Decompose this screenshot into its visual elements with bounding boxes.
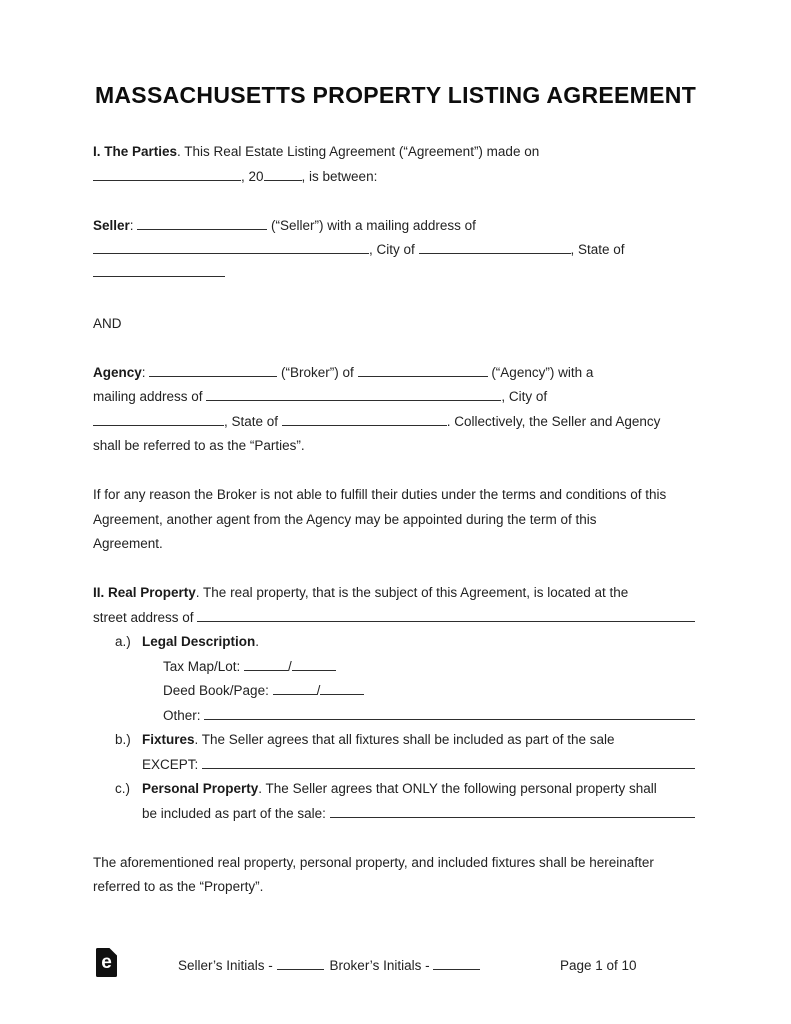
text-line xyxy=(93,532,695,557)
text-line xyxy=(93,238,695,263)
text-run: shall be referred to as the “Parties”. xyxy=(93,438,305,453)
agency-address-blank xyxy=(206,387,501,401)
document-body xyxy=(93,140,695,900)
document-title: MASSACHUSETTS PROPERTY LISTING AGREEMENT xyxy=(94,82,697,108)
text-run: . Collectively, the Seller and Agency xyxy=(446,413,661,429)
agreement-year-blank xyxy=(264,167,302,181)
eforms-logo-letter: e xyxy=(101,952,112,973)
tax-lot-blank xyxy=(292,657,336,671)
bold-text: Legal Description xyxy=(142,634,256,649)
deed-book-blank xyxy=(273,681,317,695)
text-run: Tax Map/Lot: xyxy=(163,658,245,674)
text-run: AND xyxy=(93,315,122,331)
text-run: . This Real Estate Listing Agreement (“Agreement”) made on xyxy=(177,144,540,159)
text-run: . The real property, that is the subject of this Agreement, is located at the xyxy=(195,585,629,600)
list-marker: b.) xyxy=(115,732,131,747)
text-line xyxy=(93,753,695,778)
text-run: , is between: xyxy=(301,168,378,184)
text-run: If for any reason the Broker is not able to fulfill their duties under the terms and conditions of this xyxy=(93,487,667,502)
text-run: . The Seller agrees that all fixtures shall be included as part of the sale xyxy=(194,732,615,747)
sellers-initials-label: Seller’s Initials - xyxy=(178,958,277,973)
text-run: / xyxy=(316,683,321,698)
text-line xyxy=(93,140,695,165)
other-description-blank xyxy=(204,706,695,720)
seller-city-blank xyxy=(419,240,571,254)
text-line xyxy=(93,508,695,533)
text-run: referred to as the “Property”. xyxy=(93,879,264,894)
text-run: , 20 xyxy=(241,168,264,184)
text-run: mailing address of xyxy=(93,389,207,404)
text-line xyxy=(93,361,695,386)
agency-name-blank xyxy=(358,363,488,377)
bold-text: Agency xyxy=(93,364,142,380)
agency-clause xyxy=(93,361,695,459)
text-run: . The Seller agrees that ONLY the following personal property shall xyxy=(258,781,657,796)
text-line xyxy=(93,630,695,655)
text-line xyxy=(93,434,695,459)
text-run: : xyxy=(141,364,150,380)
section-1-parties xyxy=(93,140,695,189)
text-run: , City of xyxy=(369,242,419,257)
text-line xyxy=(93,875,695,900)
broker-name-blank xyxy=(149,363,277,377)
text-line xyxy=(93,606,695,631)
text-line xyxy=(93,802,695,827)
brokers-initials-label: Broker’s Initials - xyxy=(329,958,434,973)
text-run: EXCEPT: xyxy=(142,756,203,772)
page-number: Page 1 of 10 xyxy=(560,958,637,973)
seller-address-blank xyxy=(93,240,369,254)
text-run: : xyxy=(129,217,138,233)
text-line xyxy=(93,777,695,802)
text-line xyxy=(93,312,695,337)
seller-clause xyxy=(93,214,695,288)
broker-substitution-clause xyxy=(93,483,695,557)
tax-map-blank xyxy=(244,657,288,671)
text-run: (“Seller”) with a mailing address of xyxy=(267,217,476,233)
text-line xyxy=(93,263,695,288)
agency-state-blank xyxy=(282,412,447,426)
text-run: , City of xyxy=(501,389,548,404)
fixtures-except-blank xyxy=(202,755,695,769)
text-run: Agreement, another agent from the Agency may be appointed during the term of this xyxy=(93,511,597,527)
footer-initials xyxy=(178,956,486,976)
text-line xyxy=(93,385,695,410)
text-run: , State of xyxy=(570,242,625,257)
text-line xyxy=(93,728,695,753)
brokers-initials-blank xyxy=(433,956,480,970)
text-run: . xyxy=(255,634,260,649)
agency-city-blank xyxy=(93,412,224,426)
deed-page-blank xyxy=(320,681,364,695)
seller-state-blank xyxy=(93,263,225,277)
seller-name-blank xyxy=(137,216,267,230)
bold-text: Seller xyxy=(93,217,130,233)
bold-text: Personal Property xyxy=(142,781,259,796)
text-line xyxy=(93,655,695,680)
text-line xyxy=(93,851,695,876)
text-run: , State of xyxy=(224,413,282,429)
text-line xyxy=(93,679,695,704)
agreement-date-blank xyxy=(93,167,241,181)
property-definition-clause xyxy=(93,851,695,900)
text-run: Other: xyxy=(163,707,205,723)
text-run: (“Agency”) with a xyxy=(487,364,594,380)
text-line xyxy=(93,581,695,606)
text-run: (“Broker”) of xyxy=(277,364,358,380)
text-run: Agreement. xyxy=(93,536,163,551)
text-line xyxy=(93,483,695,508)
text-line xyxy=(93,410,695,435)
section-2-real-property xyxy=(93,581,695,826)
bold-text: II. Real Property xyxy=(93,585,196,600)
text-run: be included as part of the sale: xyxy=(142,805,330,821)
list-marker: a.) xyxy=(115,634,131,649)
sellers-initials-blank xyxy=(277,956,324,970)
and-separator xyxy=(93,312,695,337)
bold-text: Fixtures xyxy=(142,732,195,747)
bold-text: I. The Parties xyxy=(93,144,178,159)
text-run: The aforementioned real property, personal property, and included fixtures shall be hereinafter xyxy=(93,854,654,870)
text-line xyxy=(93,704,695,729)
list-marker: c.) xyxy=(115,781,130,796)
text-line xyxy=(93,165,695,190)
street-address-blank xyxy=(197,608,695,622)
personal-property-blank xyxy=(330,804,695,818)
text-line xyxy=(93,214,695,239)
text-run: / xyxy=(288,658,292,674)
eforms-logo xyxy=(96,948,117,977)
text-run: street address of xyxy=(93,609,198,625)
text-run: Deed Book/Page: xyxy=(163,683,273,698)
